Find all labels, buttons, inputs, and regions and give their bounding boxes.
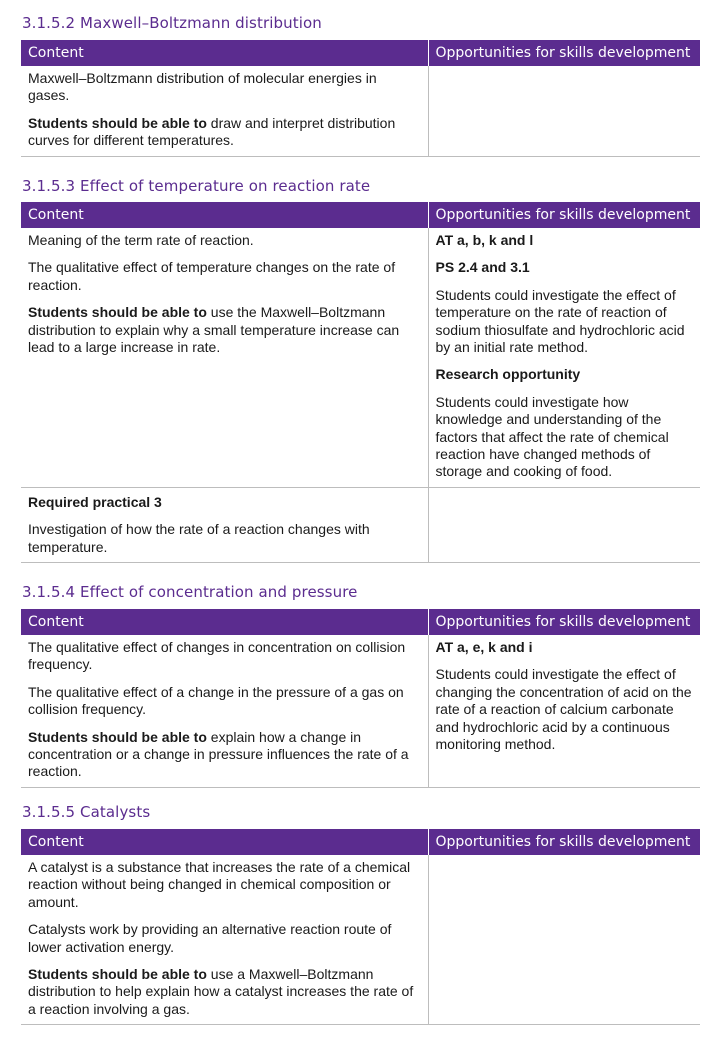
spec-table: [21, 202, 700, 563]
skills-code: PS 2.4 and 3.1: [435, 259, 530, 276]
table-row: [21, 487, 700, 562]
paragraph-text: use the Maxwell–Boltzmann distribution to explain why a small temperature increase can lead to a large increase in rate.: [28, 304, 400, 356]
bold-lead-in: Students should be able to: [28, 114, 207, 131]
paragraph-text: The qualitative effect of temperature changes on the rate of reaction.: [28, 259, 396, 293]
skills-paragraph: [436, 639, 694, 656]
skills-column-header: Opportunities for skills development: [428, 202, 700, 228]
content-paragraph: [28, 729, 421, 781]
paragraph-text: The qualitative effect of a change in the pressure of a gas on collision frequency.: [28, 683, 404, 718]
content-paragraph: [28, 232, 421, 249]
section-heading: 3.1.5.3 Effect of temperature on reaction rate: [22, 177, 371, 195]
content-paragraph: [28, 115, 421, 150]
content-paragraph: [28, 494, 421, 511]
paragraph-text: use a Maxwell–Boltzmann distribution to help explain how a catalyst increases the rate of a reaction involving a gas.: [28, 966, 414, 1017]
spec-table: [21, 609, 700, 788]
required-practical-label: Required practical 3: [28, 493, 162, 510]
spec-table: [21, 829, 700, 1025]
paragraph-text: Students could investigate the effect of changing the concentration of acid on the rate of a reaction of calcium carbonate and hydrochloric acid by a continuous monitoring method.: [435, 666, 692, 753]
skills-paragraph: [436, 366, 694, 383]
content-cell: [21, 66, 428, 156]
skills-cell: [428, 487, 700, 562]
content-paragraph: [28, 259, 421, 294]
skills-column-header: Opportunities for skills development: [428, 40, 700, 66]
skills-column-header: Opportunities for skills development: [428, 609, 700, 635]
table-header-row: [21, 40, 700, 66]
content-column-header: Content: [21, 609, 428, 635]
paragraph-text: Catalysts work by providing an alternative reaction route of lower activation energy.: [28, 921, 392, 955]
table-row: [21, 228, 700, 487]
content-paragraph: [28, 859, 421, 911]
skills-cell: [428, 228, 700, 487]
content-paragraph: [28, 639, 421, 674]
paragraph-text: explain how a change in concentration or a change in pressure influences the rate of a reaction.: [28, 728, 409, 780]
paragraph-text: Investigation of how the rate of a reaction changes with temperature.: [28, 521, 370, 555]
skills-paragraph: [436, 666, 694, 753]
skills-paragraph: [436, 287, 694, 357]
table-header-row: [21, 202, 700, 228]
skills-cell: [428, 66, 700, 156]
research-opportunity-label: Research opportunity: [435, 366, 581, 383]
paragraph-text: A catalyst is a substance that increases the rate of a chemical reaction without being changed in chemical composition or amount.: [28, 859, 411, 910]
content-cell: [21, 855, 428, 1025]
content-paragraph: [28, 684, 421, 719]
content-cell: [21, 635, 428, 787]
table-header-row: [21, 829, 700, 855]
content-column-header: Content: [21, 829, 428, 855]
paragraph-text: Students could investigate the effect of temperature on the rate of reaction of sodium thiosulfate and hydrochloric acid by an initial rate method.: [435, 286, 685, 356]
skills-paragraph: [436, 394, 694, 481]
section-heading: 3.1.5.2 Maxwell–Boltzmann distribution: [22, 14, 322, 32]
paragraph-text: Meaning of the term rate of reaction.: [28, 232, 254, 248]
bold-lead-in: Students should be able to: [28, 966, 207, 983]
skills-code: AT a, e, k and i: [435, 639, 533, 655]
skills-paragraph: [436, 232, 694, 249]
section-heading: 3.1.5.4 Effect of concentration and pressure: [22, 583, 358, 601]
section-heading: 3.1.5.5 Catalysts: [22, 803, 151, 821]
content-cell: [21, 487, 428, 562]
skills-code: AT a, b, k and l: [435, 232, 534, 248]
content-paragraph: [28, 921, 421, 956]
skills-cell: [428, 855, 700, 1025]
skills-column-header: Opportunities for skills development: [428, 829, 700, 855]
spec-table: [21, 40, 700, 157]
skills-cell: [428, 635, 700, 787]
content-paragraph: [28, 304, 421, 356]
table-header-row: [21, 609, 700, 635]
bold-lead-in: Students should be able to: [28, 728, 207, 745]
paragraph-text: Maxwell–Boltzmann distribution of molecular energies in gases.: [28, 70, 377, 104]
table-row: [21, 66, 700, 156]
content-cell: [21, 228, 428, 487]
paragraph-text: The qualitative effect of changes in concentration on collision frequency.: [28, 639, 406, 673]
paragraph-text: draw and interpret distribution curves for different temperatures.: [28, 114, 396, 149]
content-column-header: Content: [21, 40, 428, 66]
table-row: [21, 855, 700, 1025]
bold-lead-in: Students should be able to: [28, 304, 207, 321]
paragraph-text: Students could investigate how knowledge and understanding of the factors that affect the rate of chemical reaction have changed methods of storage and cooking of food.: [435, 393, 669, 480]
content-paragraph: [28, 70, 421, 105]
content-paragraph: [28, 966, 421, 1018]
content-column-header: Content: [21, 202, 428, 228]
content-paragraph: [28, 521, 421, 556]
table-row: [21, 635, 700, 787]
skills-paragraph: [436, 259, 694, 276]
